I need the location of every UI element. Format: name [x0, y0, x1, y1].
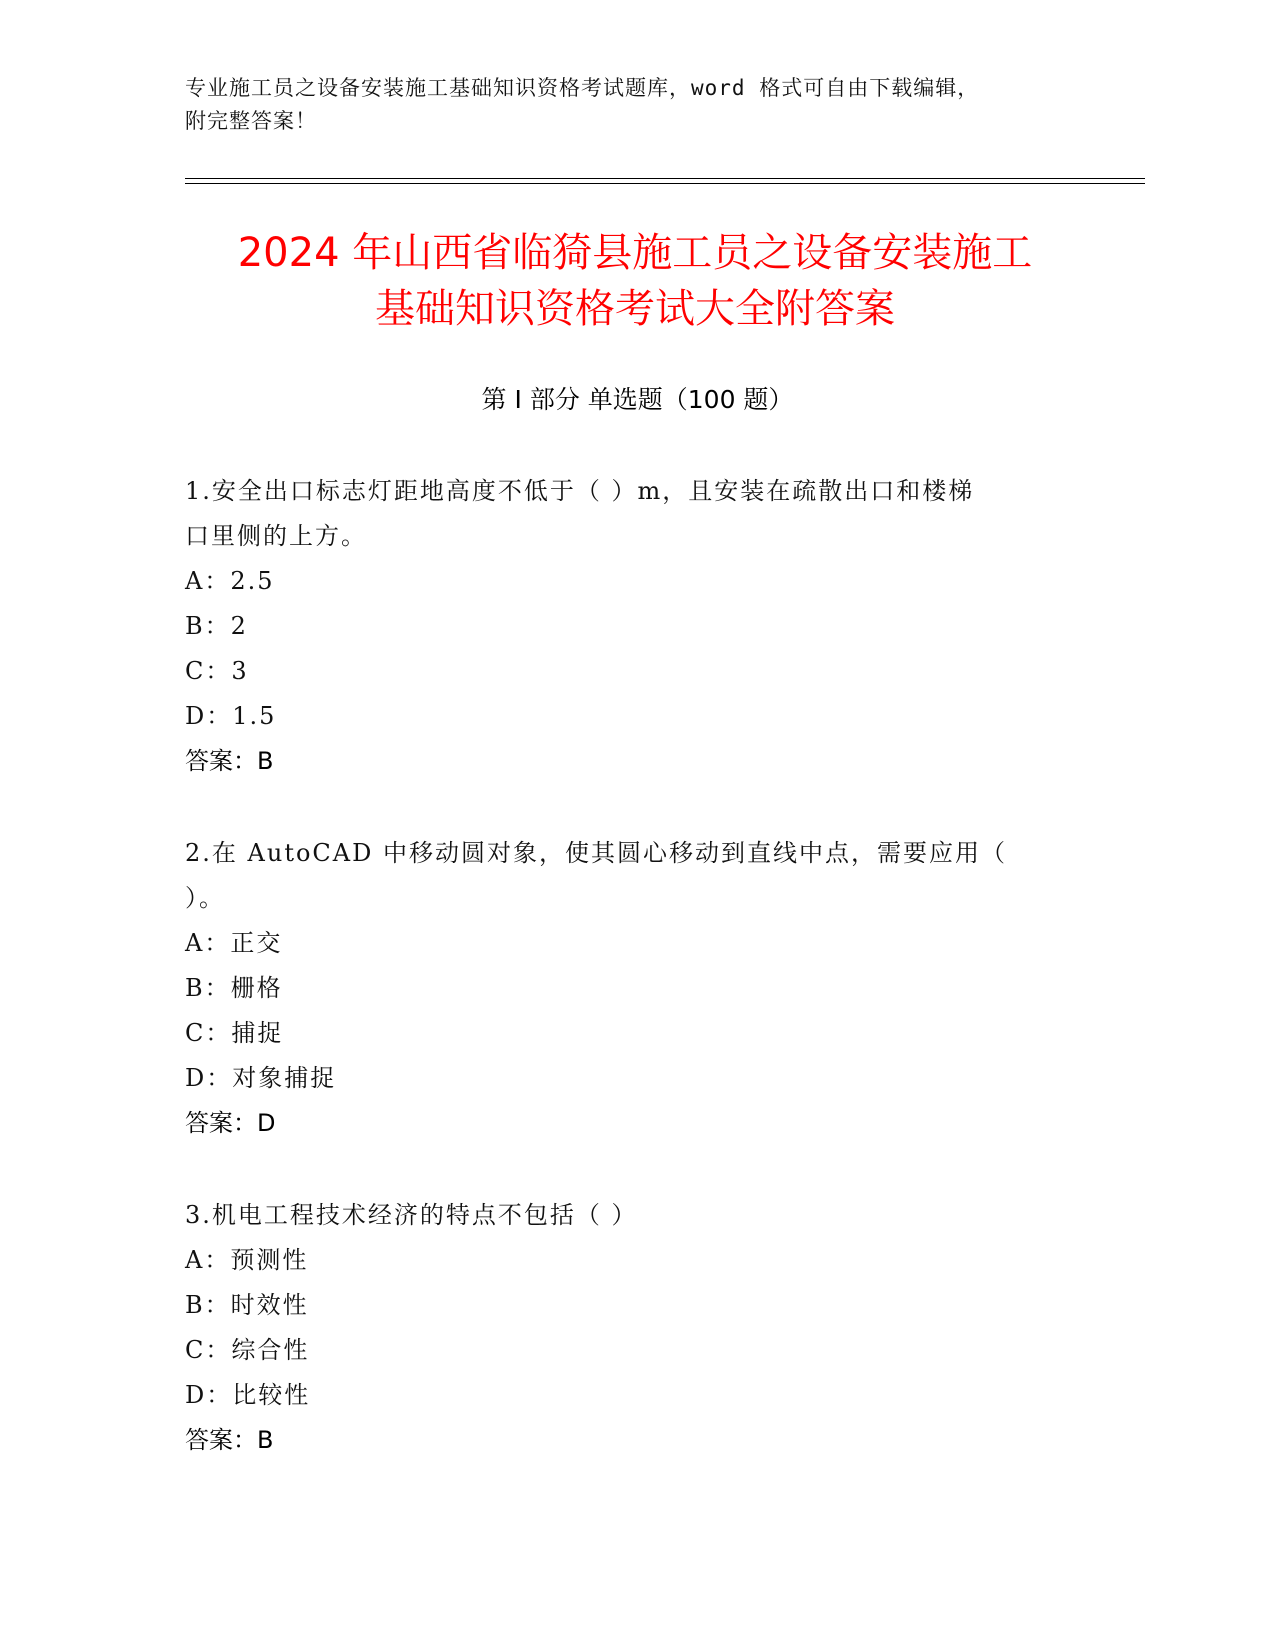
- option-b: B：时效性: [185, 1291, 309, 1319]
- question-3: [185, 1193, 1065, 1463]
- header-divider-bottom: [185, 183, 1145, 184]
- option-b: B：栅格: [185, 974, 283, 1002]
- question-stem-line-1: 3.机电工程技术经济的特点不包括（ ）: [185, 1201, 638, 1229]
- option-a: A：2.5: [185, 567, 275, 595]
- answer: 答案：D: [185, 1109, 276, 1137]
- option-c: C：捕捉: [185, 1019, 284, 1047]
- question-stem-line-1: 2.在 AutoCAD 中移动圆对象，使其圆心移动到直线中点，需要应用（: [185, 839, 1007, 867]
- header-divider-top: [185, 178, 1145, 179]
- header-note: [185, 72, 1085, 138]
- question-stem-line-2: ）。: [185, 884, 225, 912]
- question-stem-line-2: 口里侧的上方。: [185, 522, 367, 550]
- answer: 答案：B: [185, 747, 274, 775]
- option-a: A：正交: [185, 929, 283, 957]
- header-note-line-1: 专业施工员之设备安装施工基础知识资格考试题库，word 格式可自由下载编辑，: [185, 76, 980, 100]
- question-stem-line-1: 1.安全出口标志灯距地高度不低于（ ）m，且安装在疏散出口和楼梯: [185, 477, 975, 505]
- section-heading: 第 I 部分 单选题（100 题）: [481, 385, 794, 414]
- question-1: [185, 469, 1065, 784]
- document-title-line-1: 2024 年山西省临猗县施工员之设备安装施工: [237, 230, 1033, 276]
- option-d: D：1.5: [185, 702, 277, 730]
- document-title-line-2: 基础知识资格考试大全附答案: [375, 286, 895, 332]
- question-2: [185, 831, 1065, 1146]
- option-c: C：3: [185, 657, 249, 685]
- option-c: C：综合性: [185, 1336, 310, 1364]
- option-b: B：2: [185, 612, 248, 640]
- option-d: D：对象捕捉: [185, 1064, 337, 1092]
- header-note-line-2: 附完整答案！: [185, 109, 317, 133]
- document-title: [165, 225, 1105, 337]
- option-d: D：比较性: [185, 1381, 311, 1409]
- option-a: A：预测性: [185, 1246, 309, 1274]
- answer: 答案：B: [185, 1426, 274, 1454]
